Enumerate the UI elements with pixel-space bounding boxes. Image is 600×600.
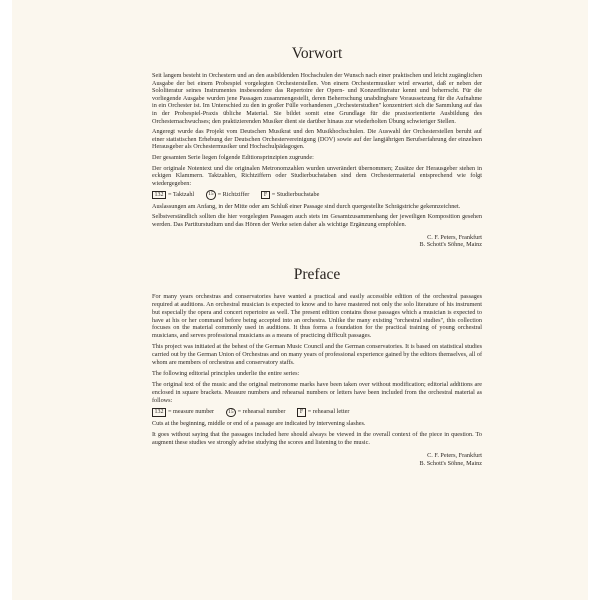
measure-number-box: 132 — [152, 191, 166, 200]
legend-rehearsal — [206, 190, 249, 200]
signature-peters: C. F. Peters, Frankfurt — [427, 451, 482, 459]
measure-number-label: = measure number — [168, 408, 215, 416]
preface-paragraph-1: For many years orchestras and conservatories have wanted a practical and easily accessible edition of the orchestral passages required at auditions. An orchestral musician is expected to know and to have mastered not only the solo literature of his instrument but especially the opera and concert repertoire as well. The present edition contains those passages which a musician is expected to have at his or her command before being accepted into an orchestra. Unlike the many existing "orchestral studies", this collection focuses on the material commonly used in auditions. It thus forms a foundation for the practical training of young orchestral musicians, and serves professional musicians as a means of practicing difficult passages. — [152, 292, 482, 340]
rehearsal-number-label: = Richtziffer — [217, 191, 250, 199]
legend-rehearsal — [226, 408, 285, 418]
rehearsal-number-label: = rehearsal number — [237, 408, 286, 416]
rehearsal-letter-box: F — [297, 408, 305, 417]
vorwort-signature — [152, 234, 482, 249]
legend-measure — [152, 408, 214, 417]
vorwort-paragraph-3: Der gesamten Serie liegen folgende Editionsprinzipien zugrunde: — [152, 153, 314, 161]
preface-paragraph-5: Cuts at the beginning, middle or end of a passage are indicated by intervening slashes. — [152, 420, 366, 428]
preface-signature — [152, 452, 482, 468]
vorwort-paragraph-5: Auslassungen am Anfang, in der Mitte oder am Schluß einer Passage sind durch quergestellte Schrägstriche gekennzeichnet. — [152, 202, 461, 210]
vorwort-paragraph-4: Der originale Notentext und die originalen Metronomzahlen wurden unverändert übernommen; Zusätze der Herausgeber stehen in eckigen Klammern. Taktzahlen, Richtziffern oder Studierbuchstaben sind dem Orchestermaterial entsprechend wie folgt wiedergegeben: — [152, 164, 482, 187]
preface-title: Preface — [293, 265, 341, 283]
legend-letter — [261, 191, 319, 200]
rehearsal-letter-label: = rehearsal letter — [307, 408, 350, 416]
document-page — [12, 0, 588, 600]
vorwort-title: Vorwort — [291, 45, 343, 62]
signature-schott: B. Schott's Söhne, Mainz — [419, 459, 482, 467]
measure-number-label: = Taktzahl — [168, 191, 195, 199]
rehearsal-number-circle: 15 — [226, 408, 236, 418]
rehearsal-letter-box: F — [261, 191, 269, 200]
page-content — [152, 46, 482, 468]
preface-notation-legend — [152, 408, 482, 418]
preface-paragraph-6: It goes without saying that the passages included here should always be viewed in the overall context of the piece in question. To augment these studies we strongly advise studying the scores and listening to the music. — [152, 430, 482, 446]
vorwort-notation-legend — [152, 190, 482, 200]
preface-paragraph-2: This project was initiated at the behest of the German Music Council and the German conservatories. It is based on statistical studies carried out by the German Union of Orchestras and on many years of professional experience gained by the editors themselves, all of whom are members of orchestras and conservatory staffs. — [152, 343, 482, 367]
vorwort-paragraph-1: Seit langem besteht in Orchestern und an den ausbildenden Hochschulen der Wunsch nach einer praktischen und leicht zugänglichen Ausgabe der bei einem Probespiel vorgelegten Orchesterstellen. Von einem Orchestermusiker wird erwartet, daß er neben der Sololiteratur seines Instrumentes insbesondere das Repertoire der Opern- und Konzertliteratur kennt und beherrscht. Für die vorliegende Ausgabe wurden jene Passagen zusammengestellt, deren Beherrschung unabdingbare Voraussetzung für die Aufnahme in ein Orchester ist. Im Unterschied zu den in großer Fülle vorhandenen „Orchesterstudien" konzentriert sich die Sammlung auf das in der Probespiel-Praxis übliche Material. Sie bildet somit eine Grundlage für die praxisorientierte Ausbildung des Orchesternachwuchses; den praktizierenden Musiker dient sie darüber hinaus zur wiederholten Übung schwieriger Stellen. — [152, 72, 482, 125]
preface-paragraph-3: The following editorial principles underlie the entire series: — [152, 369, 300, 377]
rehearsal-letter-label: = Studierbuchstabe — [271, 191, 320, 199]
legend-letter — [297, 408, 349, 417]
rehearsal-number-circle: 15 — [206, 190, 216, 200]
signature-schott: B. Schott's Söhne, Mainz — [419, 241, 482, 249]
vorwort-paragraph-2: Angeregt wurde das Projekt vom Deutschen Musikrat und den Musikhochschulen. Die Auswahl der Orchesterstellen beruht auf einer statistischen Erhebung der Deutschen Orchestervereinigung (DOV) sowie auf der langjährigen Berufserfahrung der einzelnen Herausgeber als Orchestermusiker und Hochschulpädagogen. — [152, 128, 482, 151]
vorwort-paragraph-6: Selbstverständlich sollten die hier vorgelegten Passagen auch stets im Gesamtzusammenhang der jeweiligen Komposition gesehen werden. Das Partiturstudium und das Hören der Werke seien daher als wichtige Ergänzung empfohlen. — [152, 213, 482, 228]
preface-paragraph-4: The original text of the music and the original metronome marks have been taken over without modification; editorial additions are enclosed in square brackets. Measure numbers and rehearsal numbers or letters have been included from the orchestral material as follows: — [152, 380, 482, 404]
legend-measure — [152, 191, 194, 200]
measure-number-box: 132 — [152, 408, 166, 417]
signature-peters: C. F. Peters, Frankfurt — [427, 233, 482, 241]
